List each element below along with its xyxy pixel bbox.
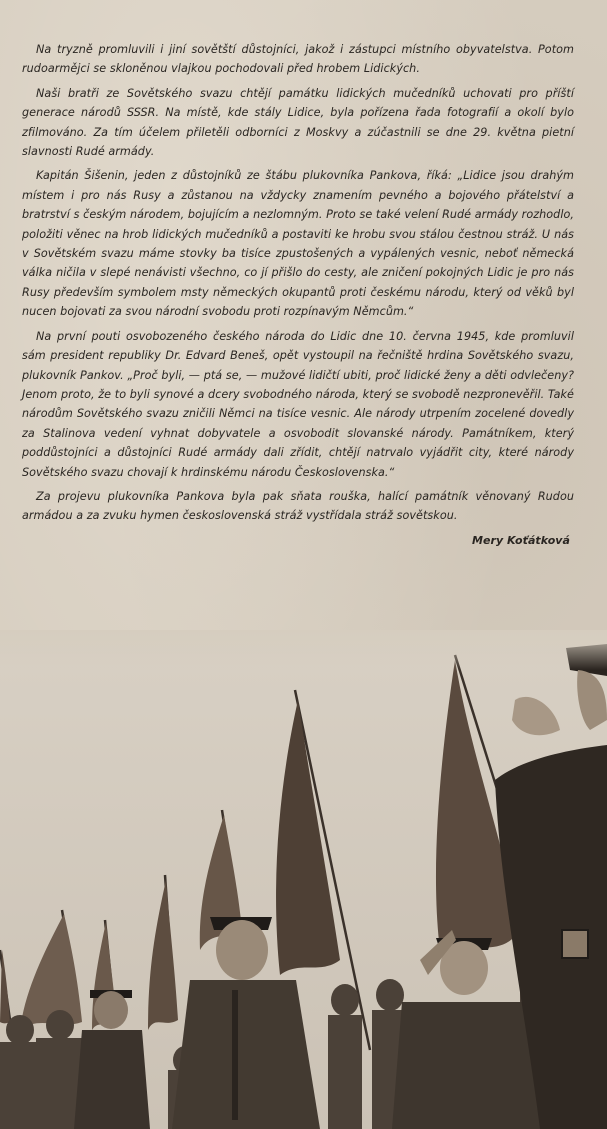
paragraph-2: Naši bratři ze Sovětského svazu chtějí památku lidických mučedníků uchovati pro příští generace národů SSSR. Na místě, kde stály Lidice, byla pořízena řada fotografií a okolí bylo zfilmováno. Za tím účelem přiletěli odborníci z Moskvy a zúčastnili se dne 29. května pietní slavnosti Rudé armády. (22, 86, 574, 159)
paragraph-3: Kapitán Šišenin, jeden z důstojníků ze štábu plukovníka Pankova, říká: „Lidice jsou drahým místem i pro nás Rusy a zůstanou na vždycky znamením pevného a bojového přátelství a bratrství s českým národem, bojujícím a nezlomným. Proto se také velení Rudé armády rozhodlo, položiti věnec na hrob lidických mučedníků a postaviti ke hrobu svou stálou čestnou stráž. U nás v Sovětském svazu máme stovky ba tisíce zpustošených a vypálených vesnic, neboť německá válka ničila v slepé nenávisti všechno, co jí přišlo do cesty, ale zničení pokojných Lidic je pro nás Rusy především symbolem msty německých okupantů proti českému národu, který od věků byl nucen bojovati za svou národní svobodu proti rozpínavým Němcům.“ (22, 169, 574, 319)
soldiers-photo (0, 630, 607, 1129)
author-signature: Mery Koťátková (471, 533, 570, 547)
article-text (22, 40, 574, 555)
paragraph-4: Na první pouti osvobozeného českého národa do Lidic dne 10. června 1945, kde promluvil sám president republiky Dr. Edvard Beneš, opět vystoupil na řečniště hrdina Sovětského svazu, plukovník Pankov. „Proč byli, — ptá se, — mužové lidičtí ubiti, proč lidické ženy a děti odvlečeny? Jenom proto, že to byli synové a dcery svobodného národa, který se svobodě nezpronevěřil. Také národům Sovětského svazu zničili Němci na tisíce vesnic. Ale národy utrpením zocelené dovedly za Stalinova vedení vyhnat dobyvatele a osvobodit slovanské národy. Památníkem, který poddůstojníci a důstojníci Rudé armády dali zřídit, chtějí natrvalo vyjádřit city, které národy Sovětského svazu chovají k hrdinskému národu Československa.“ (22, 329, 574, 479)
paragraph-1: Na tryzně promluvili i jiní sovětští důstojníci, jakož i zástupci místního obyvatelstva. Potom rudoarmějci se skloněnou vlajkou pochodovali před hrobem Lidických. (22, 43, 574, 76)
photo-top-fade (0, 630, 607, 670)
paragraph-5: Za projevu plukovníka Pankova byla pak sňata rouška, halící památník věnovaný Rudou armádou a za zvuku hymen československá stráž vystřídala stráž sovětskou. (22, 489, 574, 523)
photograph-soldiers-with-flags (0, 630, 607, 1129)
